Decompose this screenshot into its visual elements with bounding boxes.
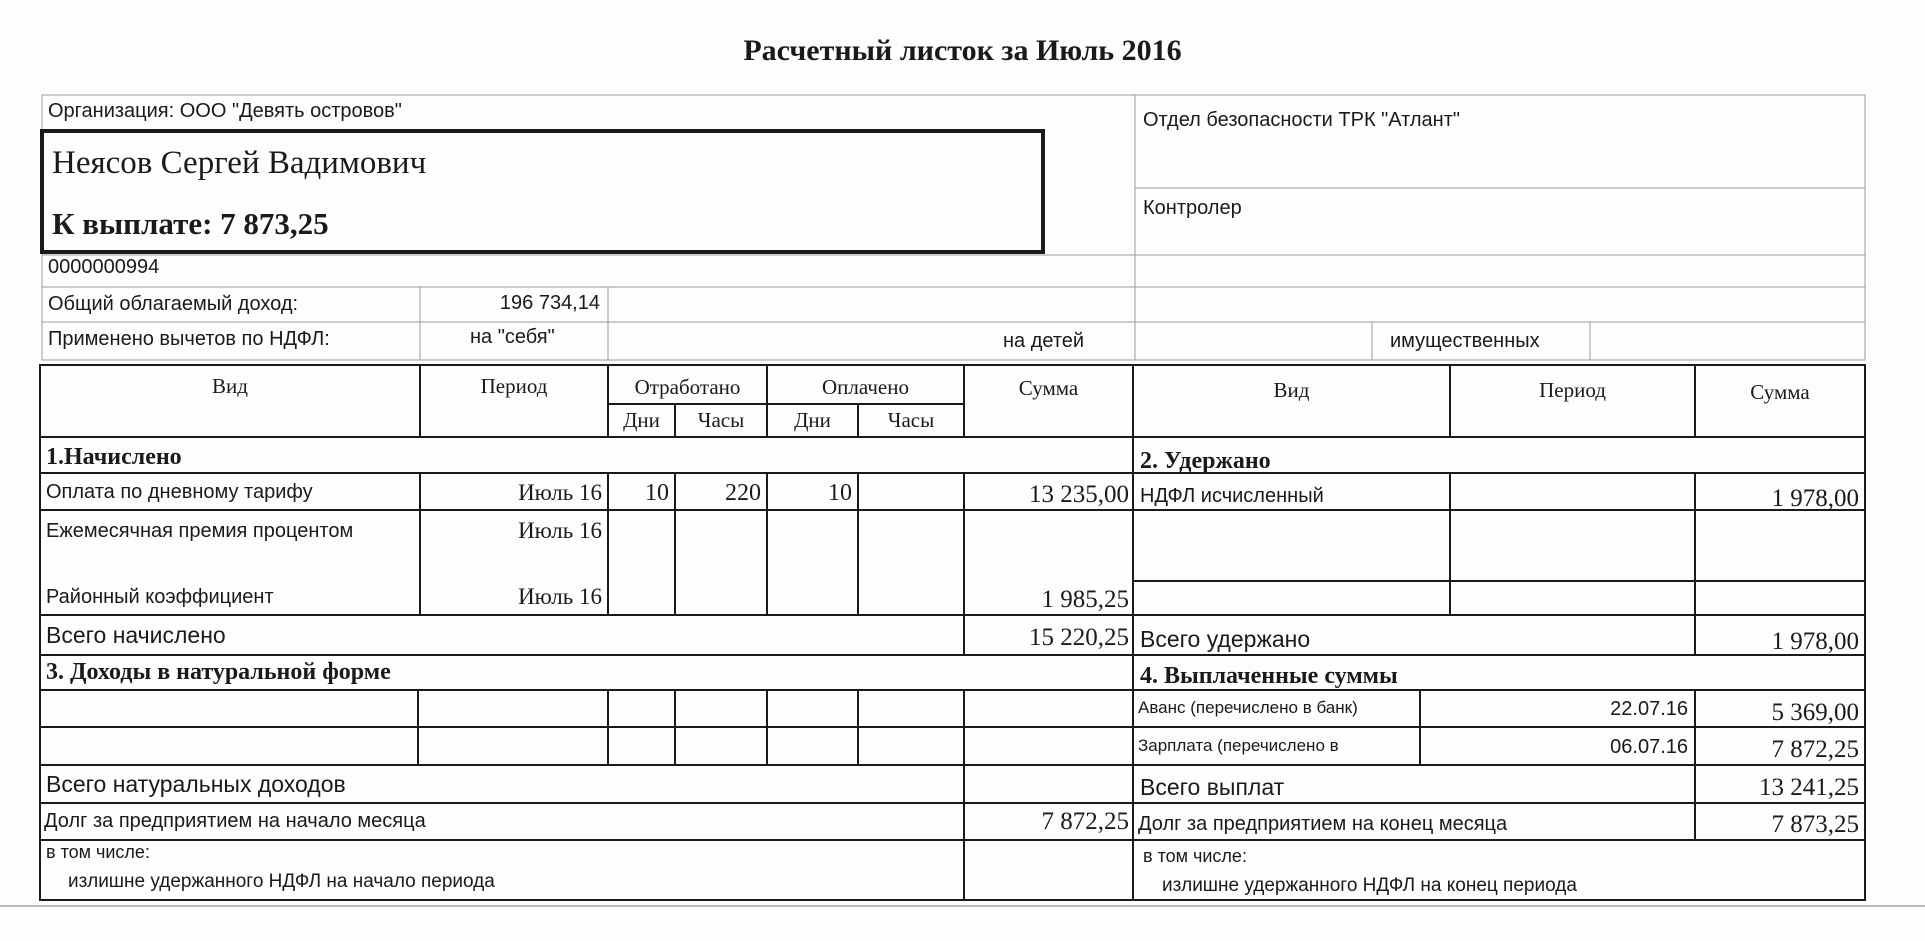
taxable-income-value: 196 734,14 [499, 292, 600, 314]
in-kind-total-label: Всего натуральных доходов [46, 771, 346, 797]
excess-ndfl-end: излишне удержанного НДФЛ на конец периода [1162, 875, 1577, 896]
accrued-worked-days: 10 [645, 480, 669, 506]
section-withheld-heading: 2. Удержано [1140, 448, 1271, 474]
debt-end-label: Долг за предприятием на конец месяца [1138, 813, 1508, 835]
col-paid-hours: Часы [887, 408, 935, 432]
accrued-sum: 1 985,25 [1041, 586, 1129, 613]
col-worked: Отработано [634, 375, 741, 399]
accrued-name: Оплата по дневному тарифу [46, 481, 313, 503]
col-kind-left: Вид [212, 374, 248, 398]
col-period-right: Период [1539, 378, 1606, 402]
col-paid-days: Дни [794, 408, 831, 432]
employee-name: Неясов Сергей Вадимович [52, 145, 427, 181]
employee-id: 0000000994 [48, 256, 160, 278]
department: Отдел безопасности ТРК "Атлант" [1143, 109, 1460, 131]
col-period-left: Период [480, 374, 548, 398]
position: Контролер [1143, 197, 1242, 219]
accrued-total-label: Всего начислено [46, 622, 226, 648]
accrued-name: Ежемесячная премия процентом [46, 520, 354, 542]
taxable-income-label: Общий облагаемый доход: [48, 293, 299, 315]
deductions-label: Применено вычетов по НДФЛ: [48, 328, 330, 350]
debt-start-value: 7 872,25 [1041, 808, 1129, 835]
accrued-period: Июль 16 [518, 480, 602, 505]
deductions-children: на детей [1003, 330, 1085, 352]
accrued-name: Районный коэффициент [46, 586, 274, 608]
col-sum-left: Сумма [1018, 376, 1079, 400]
accrued-sum: 13 235,00 [1029, 481, 1129, 508]
accrued-worked-hours: 220 [725, 480, 761, 506]
withheld-total: 1 978,00 [1771, 628, 1859, 655]
col-sum-right: Сумма [1750, 380, 1810, 404]
withheld-sum: 1 978,00 [1771, 485, 1859, 512]
payout-amount: К выплате: 7 873,25 [52, 206, 329, 241]
col-paid: Оплачено [822, 375, 909, 399]
page-title: Расчетный листок за Июль 2016 [743, 34, 1182, 67]
paid-out-name: Зарплата (перечислено в [1138, 736, 1339, 755]
paid-out-total: 13 241,25 [1759, 774, 1859, 801]
organization: Организация: ООО "Девять островов" [48, 100, 402, 122]
col-worked-hours: Часы [697, 408, 745, 432]
paid-out-total-label: Всего выплат [1140, 774, 1285, 800]
paid-out-sum: 5 369,00 [1771, 699, 1859, 726]
accrued-total: 15 220,25 [1029, 624, 1129, 651]
section-in-kind-heading: 3. Доходы в натуральной форме [46, 659, 391, 685]
accrued-paid-days: 10 [828, 480, 852, 506]
excess-ndfl-start: излишне удержанного НДФЛ на начало периода [68, 871, 495, 892]
including-right: в том числе: [1143, 846, 1247, 866]
paid-out-sum: 7 872,25 [1771, 736, 1859, 763]
scan-edge-line [0, 905, 1925, 907]
including-left: в том числе: [46, 842, 150, 862]
accrued-period: Июль 16 [518, 584, 602, 609]
deductions-self: на "себя" [470, 326, 555, 348]
paid-out-date: 06.07.16 [1610, 736, 1688, 758]
withheld-total-label: Всего удержано [1140, 626, 1311, 652]
debt-start-label: Долг за предприятием на начало месяца [44, 810, 426, 832]
paid-out-date: 22.07.16 [1610, 698, 1688, 720]
section-accrued-heading: 1.Начислено [46, 444, 182, 470]
paid-out-name: Аванс (перечислено в банк) [1138, 698, 1358, 717]
accrued-period: Июль 16 [518, 518, 602, 543]
col-kind-right: Вид [1273, 378, 1310, 402]
section-paid-out-heading: 4. Выплаченные суммы [1140, 663, 1398, 689]
withheld-name: НДФЛ исчисленный [1140, 485, 1324, 507]
deductions-property: имущественных [1390, 330, 1540, 352]
debt-end-value: 7 873,25 [1771, 811, 1859, 838]
col-worked-days: Дни [623, 408, 660, 432]
